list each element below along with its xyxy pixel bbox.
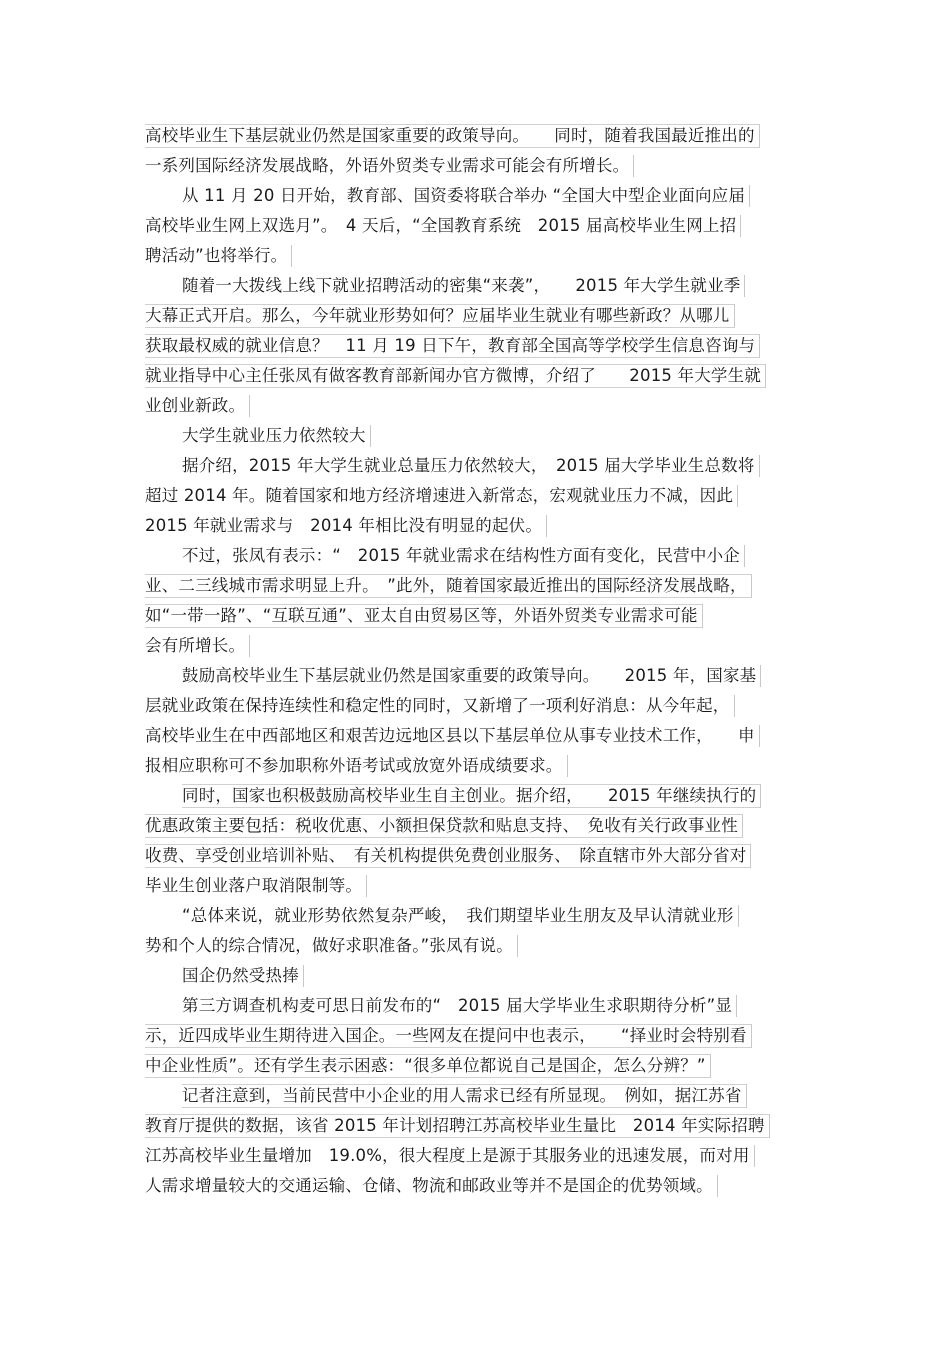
text-line-content: 教育厅提供的数据，该省 2015 年计划招聘江苏高校毕业生量比 2014 年实际招聘 [145,1114,770,1138]
text-line-content: “总体来说，就业形势依然复杂严峻， 我们期望毕业生朋友及早认清就业形 [182,905,739,927]
text-line [145,540,807,570]
text-line [145,210,807,240]
text-line [145,600,807,630]
text-line [145,750,807,780]
text-line [145,900,807,930]
text-line-content: 大学生就业压力依然较大 [182,425,371,447]
text-line [145,690,807,720]
text-line [145,1110,807,1140]
text-line [145,660,807,690]
text-line [145,810,807,840]
text-line-content: 收费、享受创业培训补贴、 有关机构提供免费创业服务、 除直辖市外大部分省对 [145,844,751,868]
text-line-content: 势和个人的综合情况，做好求职准备。”张凤有说。 [145,935,518,957]
text-line [145,720,807,750]
text-line [145,990,807,1020]
text-line [145,1020,807,1050]
text-line [145,930,807,960]
text-line [145,300,807,330]
text-line [145,570,807,600]
article-body [145,120,807,1200]
text-line [145,780,807,810]
text-line-content: 获取最权威的就业信息？ 11 月 19 日下午，教育部全国高等学校学生信息咨询与 [145,334,760,358]
text-line-content: 人需求增量较大的交通运输、仓储、物流和邮政业等并不是国企的优势领域。 [145,1175,718,1197]
text-line-content: 记者注意到，当前民营中小企业的用人需求已经有所显现。 例如，据江苏省 [182,1084,747,1108]
text-line [145,150,807,180]
text-line-content: 高校毕业生在中西部地区和艰苦边远地区县以下基层单位从事专业技术工作， 申 [145,725,760,747]
text-line-content: 高校毕业生下基层就业仍然是国家重要的政策导向。 同时，随着我国最近推出的 [145,124,760,148]
text-line [145,360,807,390]
text-line-content: 聘活动”也将举行。 [145,245,292,267]
text-line-content: 不过，张凤有表示：“ 2015 年就业需求在结构性方面有变化，民营中小企 [182,545,745,567]
text-line-content: 国企仍然受热捧 [182,965,304,987]
text-line [145,960,807,990]
text-line [145,1050,807,1080]
text-line-content: 据介绍，2015 年大学生就业总量压力依然较大， 2015 届大学毕业生总数将 [182,455,760,477]
text-line [145,180,807,210]
text-line [145,630,807,660]
text-line [145,870,807,900]
text-line-content: 业、二三线城市需求明显上升。 ”此外，随着国家最近推出的国际经济发展战略， [145,574,752,598]
text-line-content: 一系列国际经济发展战略，外语外贸类专业需求可能会有所增长。 [145,155,634,177]
text-line-content: 超过 2014 年。随着国家和地方经济增速进入新常态，宏观就业压力不减，因此 [145,485,738,507]
text-line-content: 如“一带一路”、“互联互通”、亚太自由贸易区等，外语外贸类专业需求可能 [145,604,703,628]
text-line-content: 中企业性质”。还有学生表示困惑：“很多单位都说自己是国企，怎么分辨？” [145,1054,711,1078]
text-line [145,420,807,450]
text-line [145,480,807,510]
text-line-content: 报相应职称可不参加职称外语考试或放宽外语成绩要求。 [145,755,568,777]
text-line [145,270,807,300]
text-line [145,120,807,150]
text-line [145,240,807,270]
text-line [145,510,807,540]
text-line-content: 层就业政策在保持连续性和稳定性的同时，又新增了一项利好消息：从今年起， [145,695,735,717]
text-line [145,390,807,420]
text-line-content: 会有所增长。 [145,635,250,657]
text-line-content: 江苏高校毕业生量增加 19.0%，很大程度上是源于其服务业的迅速发展，而对用 [145,1145,755,1167]
text-line-content: 2015 年就业需求与 2014 年相比没有明显的起伏。 [145,515,547,537]
text-line [145,450,807,480]
text-line-content: 随着一大拨线上线下就业招聘活动的密集“来袭”， 2015 年大学生就业季 [182,275,745,297]
text-line-content: 大幕正式开启。那么，今年就业形势如何？应届毕业生就业有哪些新政？从哪儿 [145,304,735,328]
text-line-content: 第三方调查机构麦可思日前发布的“ 2015 届大学毕业生求职期待分析”显 [182,995,737,1017]
text-line-content: 从 11 月 20 日开始，教育部、国资委将联合举办 “全国大中型企业面向应届 [182,185,750,207]
text-line [145,330,807,360]
text-line [145,1170,807,1200]
text-line-content: 优惠政策主要包括：税收优惠、小额担保贷款和贴息支持、 免收有关行政事业性 [145,814,743,838]
text-line-content: 毕业生创业落户取消限制等。 [145,875,367,897]
text-line-content: 同时，国家也积极鼓励高校毕业生自主创业。据介绍， 2015 年继续执行的 [182,784,761,808]
text-line-content: 业创业新政。 [145,395,250,417]
text-line-content: 高校毕业生网上双选月”。 4 天后，“全国教育系统 2015 届高校毕业生网上招 [145,215,741,237]
text-line-content: 就业指导中心主任张凤有做客教育部新闻办官方微博，介绍了 2015 年大学生就 [145,364,766,388]
text-line [145,1080,807,1110]
text-line-content: 示，近四成毕业生期待进入国企。一些网友在提问中也表示， “择业时会特别看 [145,1024,752,1048]
text-line-content: 鼓励高校毕业生下基层就业仍然是国家重要的政策导向。 2015 年，国家基 [182,665,761,687]
text-line [145,840,807,870]
text-line [145,1140,807,1170]
